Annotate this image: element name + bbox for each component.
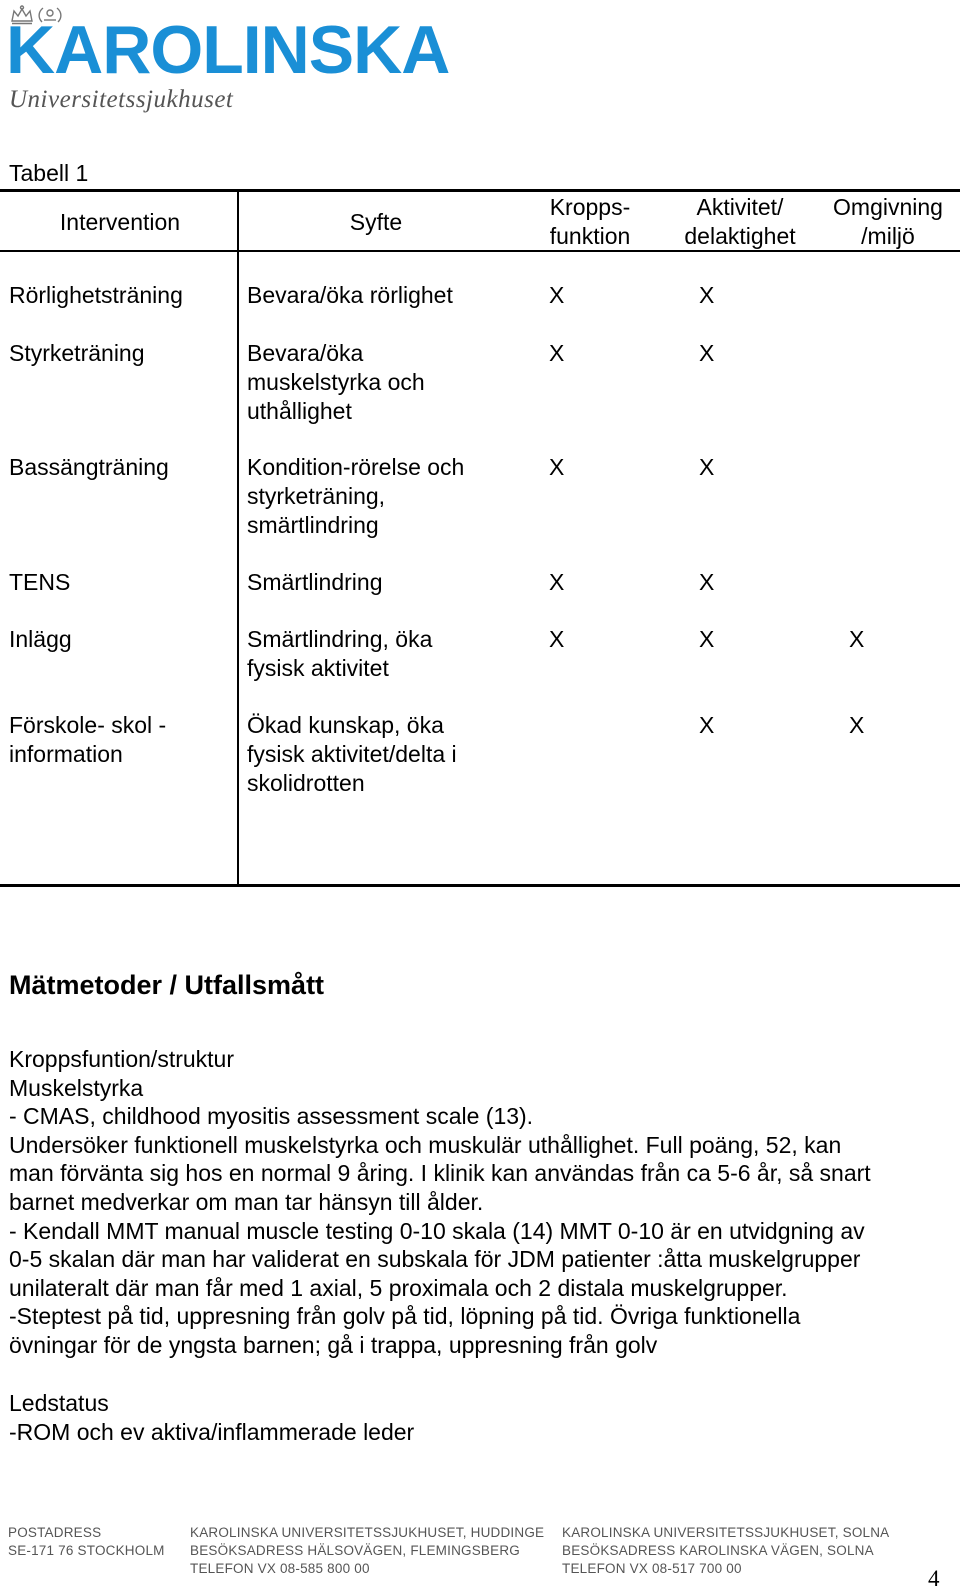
mark-omgivning: X [849,626,865,652]
syfte-line: skolidrotten [247,770,365,796]
section-title: Mätmetoder / Utfallsmått [9,970,325,1000]
footer-line: KAROLINSKA UNIVERSITETSSJUKHUSET, SOLNA [562,1525,890,1540]
logo-title: KAROLINSKA [6,12,450,88]
syfte-line: Smärtlindring, öka [247,626,433,652]
syfte-cell [247,281,537,310]
syfte-line: Smärtlindring [247,569,383,595]
syfte-cell [247,568,537,597]
header-syfte: Syfte [349,209,403,235]
text-line: man förvänta sig hos en normal 9 åring. I klinik kan användas från ca 5-6 år, så snart [9,1160,871,1187]
footer-line: SE-171 76 STOCKHOLM [8,1543,165,1558]
table-header-rule [0,250,960,252]
syfte-line: Ökad kunskap, öka [247,712,444,738]
footer-solna [562,1524,889,1578]
text-line: Ledstatus [9,1390,109,1416]
intervention-cell: information [9,741,123,767]
mark-aktivitet: X [699,340,715,366]
footer-line: BESÖKSADRESS HÄLSOVÄGEN, FLEMINGSBERG [190,1543,520,1558]
table-row [9,281,234,310]
syfte-line: Bevara/öka [247,340,364,366]
syfte-line: muskelstyrka och [247,369,425,395]
footer-postal [8,1524,165,1560]
header-aktivitet-line2: delaktighet [684,223,796,249]
text-line: - CMAS, childhood myositis assessment scale (13). [9,1103,534,1130]
text-line: - Kendall MMT manual muscle testing 0-10 skala (14) MMT 0-10 är en utvidgning av [9,1217,865,1244]
text-line: Muskelstyrka [9,1074,144,1101]
text-line: -Steptest på tid, uppresning från golv på tid, löpning på tid. Övriga funktionella [9,1303,801,1330]
table-row [9,339,234,368]
intervention-cell: Styrketräning [9,340,145,366]
text-line: barnet medverkar om man tar hänsyn till ålder. [9,1188,484,1215]
mark-kropp: X [549,569,565,595]
footer-line: KAROLINSKA UNIVERSITETSSJUKHUSET, HUDDINGE [190,1525,545,1540]
header-aktivitet [665,193,815,251]
mark-kropp: X [549,454,565,480]
page-number: 4 [928,1566,940,1591]
mark-kropp: X [549,626,565,652]
text-line: Kroppsfuntion/struktur [9,1046,235,1072]
header-aktivitet-line1: Aktivitet/ [696,194,784,220]
joint-status-paragraph [9,1389,949,1446]
syfte-cell [247,453,537,540]
table-bottom-rule [0,884,960,887]
mark-kropp: X [549,282,565,308]
footer-line: POSTADRESS [8,1525,102,1540]
table-row [9,711,234,769]
syfte-line: styrketräning, [247,483,386,509]
mark-aktivitet: X [699,569,715,595]
measures-paragraph [9,1045,949,1360]
text-line: -ROM och ev aktiva/inflammerade leder [9,1418,415,1445]
mark-aktivitet: X [699,626,715,652]
intervention-cell: Bassängträning [9,454,169,480]
mark-aktivitet: X [699,712,715,738]
table-column-divider [237,191,239,885]
mark-omgivning: X [849,712,865,738]
text-line: övningar för de yngsta barnen; gå i trappa, uppresning från golv [9,1331,658,1358]
footer-line: TELEFON VX 08-517 700 00 [562,1561,742,1576]
table-caption: Tabell 1 [9,160,89,186]
header-intervention: Intervention [59,209,181,235]
table-row [9,625,234,654]
syfte-cell [247,339,537,426]
header-kropps-line1: Kropps- [549,194,631,220]
syfte-cell [247,625,537,683]
mark-aktivitet: X [699,282,715,308]
syfte-line: fysisk aktivitet [247,655,389,681]
header-kropps-line2: funktion [549,223,631,249]
table-row [9,453,234,482]
text-line: Undersöker funktionell muskelstyrka och muskulär uthållighet. Full poäng, 52, kan [9,1131,842,1158]
mark-aktivitet: X [699,454,715,480]
table-top-rule [0,189,960,192]
header-omgivning [817,193,959,251]
footer-huddinge [190,1524,544,1578]
syfte-line: smärtlindring [247,512,379,538]
intervention-cell: Förskole- skol - [9,712,167,738]
syfte-line: Bevara/öka rörlighet [247,282,453,308]
syfte-line: Kondition-rörelse och [247,454,465,480]
intervention-cell: TENS [9,569,71,595]
intervention-cell: Inlägg [9,626,72,652]
text-line: 0-5 skalan där man har validerat en subskala för JDM patienter :åtta muskelgrupper [9,1246,861,1273]
header-omgivning-line2: /miljö [861,223,915,249]
text-line: unilateralt där man får med 1 axial, 5 proximala och 2 distala muskelgrupper. [9,1274,788,1301]
footer-line: TELEFON VX 08-585 800 00 [190,1561,370,1576]
mark-kropp: X [549,340,565,366]
table-row [9,568,234,597]
header-kroppsfunktion [530,193,650,251]
syfte-line: fysisk aktivitet/delta i [247,741,457,767]
intervention-cell: Rörlighetsträning [9,282,183,308]
syfte-line: uthållighet [247,398,352,424]
header-omgivning-line1: Omgivning [833,194,943,220]
footer-line: BESÖKSADRESS KAROLINSKA VÄGEN, SOLNA [562,1543,874,1558]
logo-subtitle: Universitetssjukhuset [9,86,234,113]
syfte-cell [247,711,537,798]
